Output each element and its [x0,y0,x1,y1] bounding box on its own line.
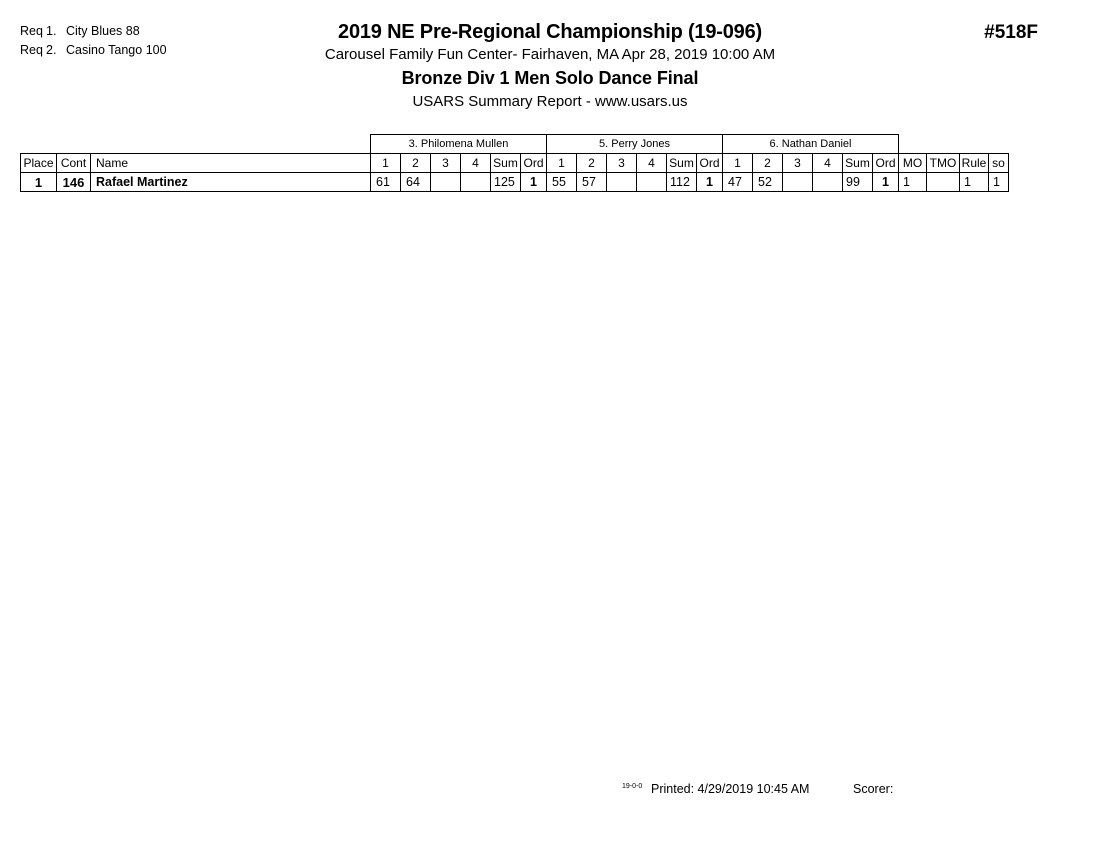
judge-2-label: 5. Perry Jones [547,135,723,154]
requirement-number: 1. [46,24,57,38]
event-title: Bronze Div 1 Men Solo Dance Final [401,68,699,88]
cell-judge1-score4 [461,173,491,192]
requirement-label: Req [20,43,43,57]
header-name: Name [91,154,371,173]
header-rule: Rule [960,154,989,173]
cell-judge1-sum: 125 [491,173,521,192]
cell-judge1-score3 [431,173,461,192]
judge-3-label: 6. Nathan Daniel [723,135,899,154]
header-judge1-score2: 2 [401,154,431,173]
cell-cont: 146 [57,173,91,192]
cell-judge3-score4 [813,173,843,192]
header-judge1-sum: Sum [491,154,521,173]
header-judge2-score1: 1 [547,154,577,173]
cell-judge3-score1: 47 [723,173,753,192]
header-judge2-sum: Sum [667,154,697,173]
header-tmo: TMO [927,154,960,173]
cell-judge2-sum: 112 [667,173,697,192]
competition-title: 2019 NE Pre-Regional Championship (19-096) [338,21,762,43]
header-so: so [989,154,1009,173]
judge-header-row [21,135,1009,154]
requirement-label: Req [20,24,43,38]
cell-rule: 1 [960,173,989,192]
footer-version-code: 19-0-0 [622,783,643,790]
spacer-cell [21,135,57,154]
cell-judge1-ord: 1 [521,173,547,192]
judge-1-label: 3. Philomena Mullen [371,135,547,154]
cell-judge1-score1: 61 [371,173,401,192]
report-subtitle: USARS Summary Report - www.usars.us [412,93,688,110]
header-judge2-score3: 3 [607,154,637,173]
header-judge2-ord: Ord [697,154,723,173]
results-table [20,134,1009,192]
cell-judge2-score3 [607,173,637,192]
requirement-number: 2. [46,43,57,57]
cell-place: 1 [21,173,57,192]
header-cont: Cont [57,154,91,173]
requirement-name: Casino Tango 100 [66,43,167,57]
header-mo: MO [899,154,927,173]
cell-so: 1 [989,173,1009,192]
cell-judge2-score1: 55 [547,173,577,192]
spacer-cell [57,135,91,154]
header-judge3-score4: 4 [813,154,843,173]
header-judge3-score3: 3 [783,154,813,173]
spacer-cell [960,135,989,154]
cell-judge3-score3 [783,173,813,192]
header-judge1-score3: 3 [431,154,461,173]
header-judge3-score1: 1 [723,154,753,173]
header-judge2-score4: 4 [637,154,667,173]
document-header [0,20,1100,114]
table-row [21,173,1009,192]
cell-skater-name: Rafael Martinez [91,173,371,192]
spacer-cell [899,135,927,154]
header-judge1-score4: 4 [461,154,491,173]
header-judge3-sum: Sum [843,154,873,173]
header-judge1-ord: Ord [521,154,547,173]
results-table-container [20,134,1009,192]
header-judge3-score2: 2 [753,154,783,173]
footer-printed-timestamp: Printed: 4/29/2019 10:45 AM [651,782,810,796]
document-code: #518F [984,22,1038,43]
document-footer [0,782,1100,800]
header-place: Place [21,154,57,173]
cell-judge1-score2: 64 [401,173,431,192]
spacer-cell [989,135,1009,154]
cell-judge2-ord: 1 [697,173,723,192]
cell-mo: 1 [899,173,927,192]
column-header-row [21,154,1009,173]
header-judge3-ord: Ord [873,154,899,173]
spacer-cell [927,135,960,154]
cell-tmo [927,173,960,192]
cell-judge2-score2: 57 [577,173,607,192]
cell-judge3-sum: 99 [843,173,873,192]
header-judge1-score1: 1 [371,154,401,173]
cell-judge3-score2: 52 [753,173,783,192]
footer-scorer-label: Scorer: [853,782,894,796]
venue-and-datetime: Carousel Family Fun Center- Fairhaven, MA Apr 28, 2019 10:00 AM [324,46,776,63]
requirement-name: City Blues 88 [66,24,140,38]
cell-judge2-score4 [637,173,667,192]
spacer-cell [91,135,371,154]
header-judge2-score2: 2 [577,154,607,173]
cell-judge3-ord: 1 [873,173,899,192]
